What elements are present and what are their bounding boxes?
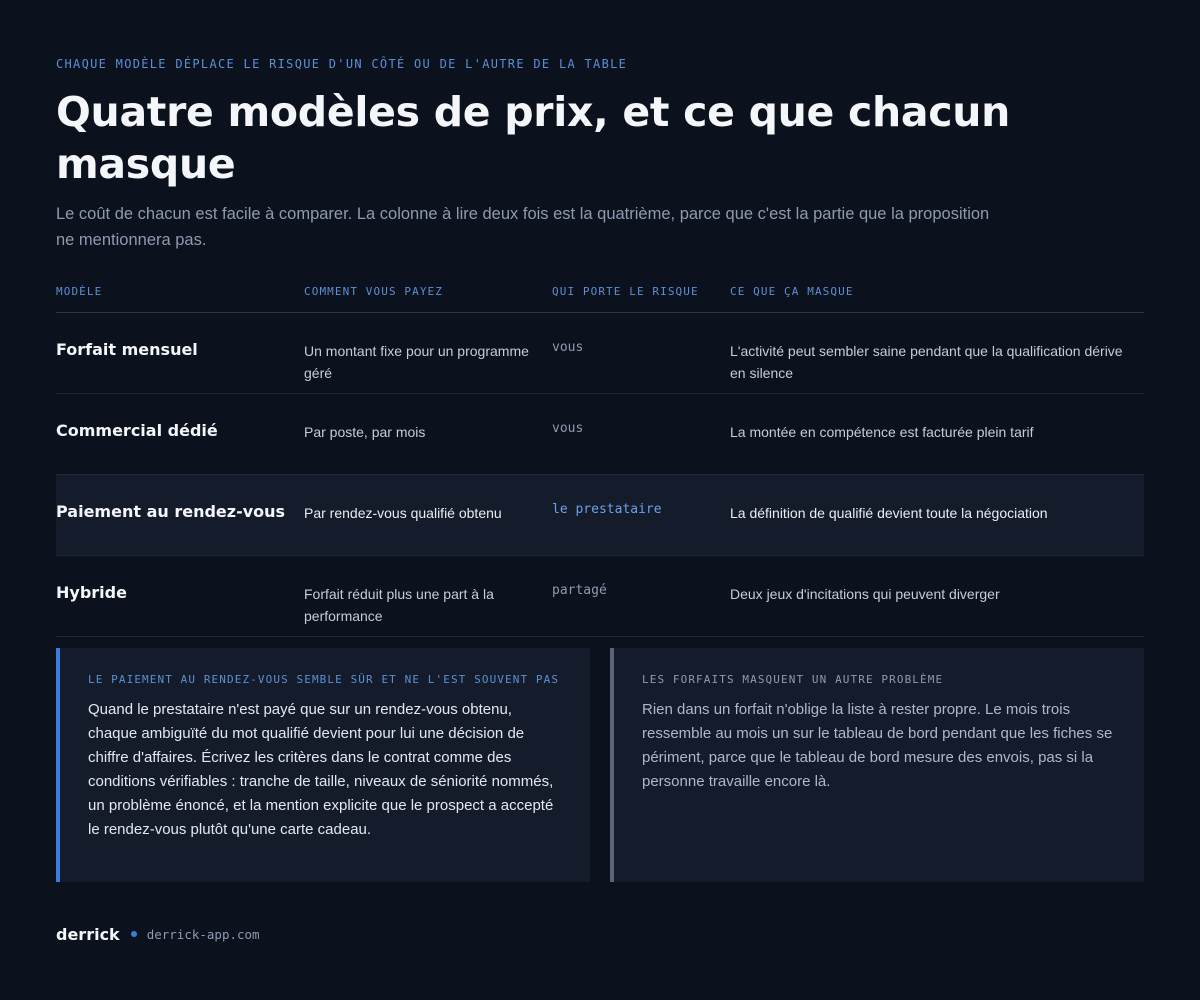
hidden-cell: La définition de qualifié devient toute la négociation xyxy=(730,505,1048,521)
risk-cell: le prestataire xyxy=(552,502,662,517)
separator-dot-icon xyxy=(131,931,137,937)
header-payment: COMMENT VOUS PAYEZ xyxy=(304,285,444,298)
page-title: Quatre modèles de prix, et ce que chacun masque xyxy=(56,88,1011,188)
table-header xyxy=(56,284,1144,313)
callout-label: LE PAIEMENT AU RENDEZ-VOUS SEMBLE SÛR ET NE L'EST SOUVENT PAS xyxy=(88,673,560,686)
model-name: Forfait mensuel xyxy=(56,340,198,359)
table-row xyxy=(56,556,1144,637)
payment-cell: Par rendez-vous qualifié obtenu xyxy=(304,505,502,521)
payment-cell: Un montant fixe pour un programme géré xyxy=(304,343,529,381)
website-link[interactable]: derrick-app.com xyxy=(146,926,260,942)
hidden-cell: L'activité peut sembler saine pendant que la qualification dérive en silence xyxy=(730,343,1123,381)
model-name: Paiement au rendez-vous xyxy=(56,502,286,521)
table-row xyxy=(56,394,1144,475)
eyebrow: CHAQUE MODÈLE DÉPLACE LE RISQUE D'UN CÔTÉ OU DE L'AUTRE DE LA TABLE xyxy=(56,57,628,71)
payment-cell: Par poste, par mois xyxy=(304,424,426,440)
hidden-cell: Deux jeux d'incitations qui peuvent diverger xyxy=(730,586,1000,602)
header-hidden: CE QUE ÇA MASQUE xyxy=(730,285,854,298)
model-name: Hybride xyxy=(56,583,127,602)
header-model: MODÈLE xyxy=(56,285,103,298)
payment-cell: Forfait réduit plus une part à la performance xyxy=(304,586,494,624)
brand-logo: derrick xyxy=(56,924,120,944)
callout-body: Quand le prestataire n'est payé que sur un rendez-vous obtenu, chaque ambiguïté du mot qualifié devient pour lui une décision de chiffre d'affaires. Écrivez les critères dans le contrat comme des conditions vérifiables : tranche de taille, niveaux de séniorité nommés, un problème énoncé, et la mention explicite que le prospect a accepté le rendez-vous plutôt qu'une carte cadeau. xyxy=(88,701,554,838)
callout-label: LES FORFAITS MASQUENT UN AUTRE PROBLÈME xyxy=(642,673,944,686)
pricing-table xyxy=(56,284,1144,637)
callout-retainers xyxy=(610,648,1144,882)
risk-cell: vous xyxy=(552,421,584,436)
risk-cell: vous xyxy=(552,340,584,355)
page-subtitle: Le coût de chacun est facile à comparer. La colonne à lire deux fois est la quatrième, parce que c'est la partie que la proposition ne mentionnera pas. xyxy=(56,205,990,249)
callout-body: Rien dans un forfait n'oblige la liste à rester propre. Le mois trois ressemble au mois un sur le tableau de bord pendant que les fiches se périment, parce que le tableau de bord mesure des envois, pas si la personne travaille encore là. xyxy=(642,701,1113,790)
model-name: Commercial dédié xyxy=(56,421,218,440)
table-row-highlighted xyxy=(56,475,1144,556)
hidden-cell: La montée en compétence est facturée plein tarif xyxy=(730,424,1034,440)
table-row xyxy=(56,313,1144,394)
callout-pay-per-meeting xyxy=(56,648,590,882)
risk-cell: partagé xyxy=(552,583,607,598)
footer xyxy=(56,922,260,946)
header-risk: QUI PORTE LE RISQUE xyxy=(552,285,699,298)
